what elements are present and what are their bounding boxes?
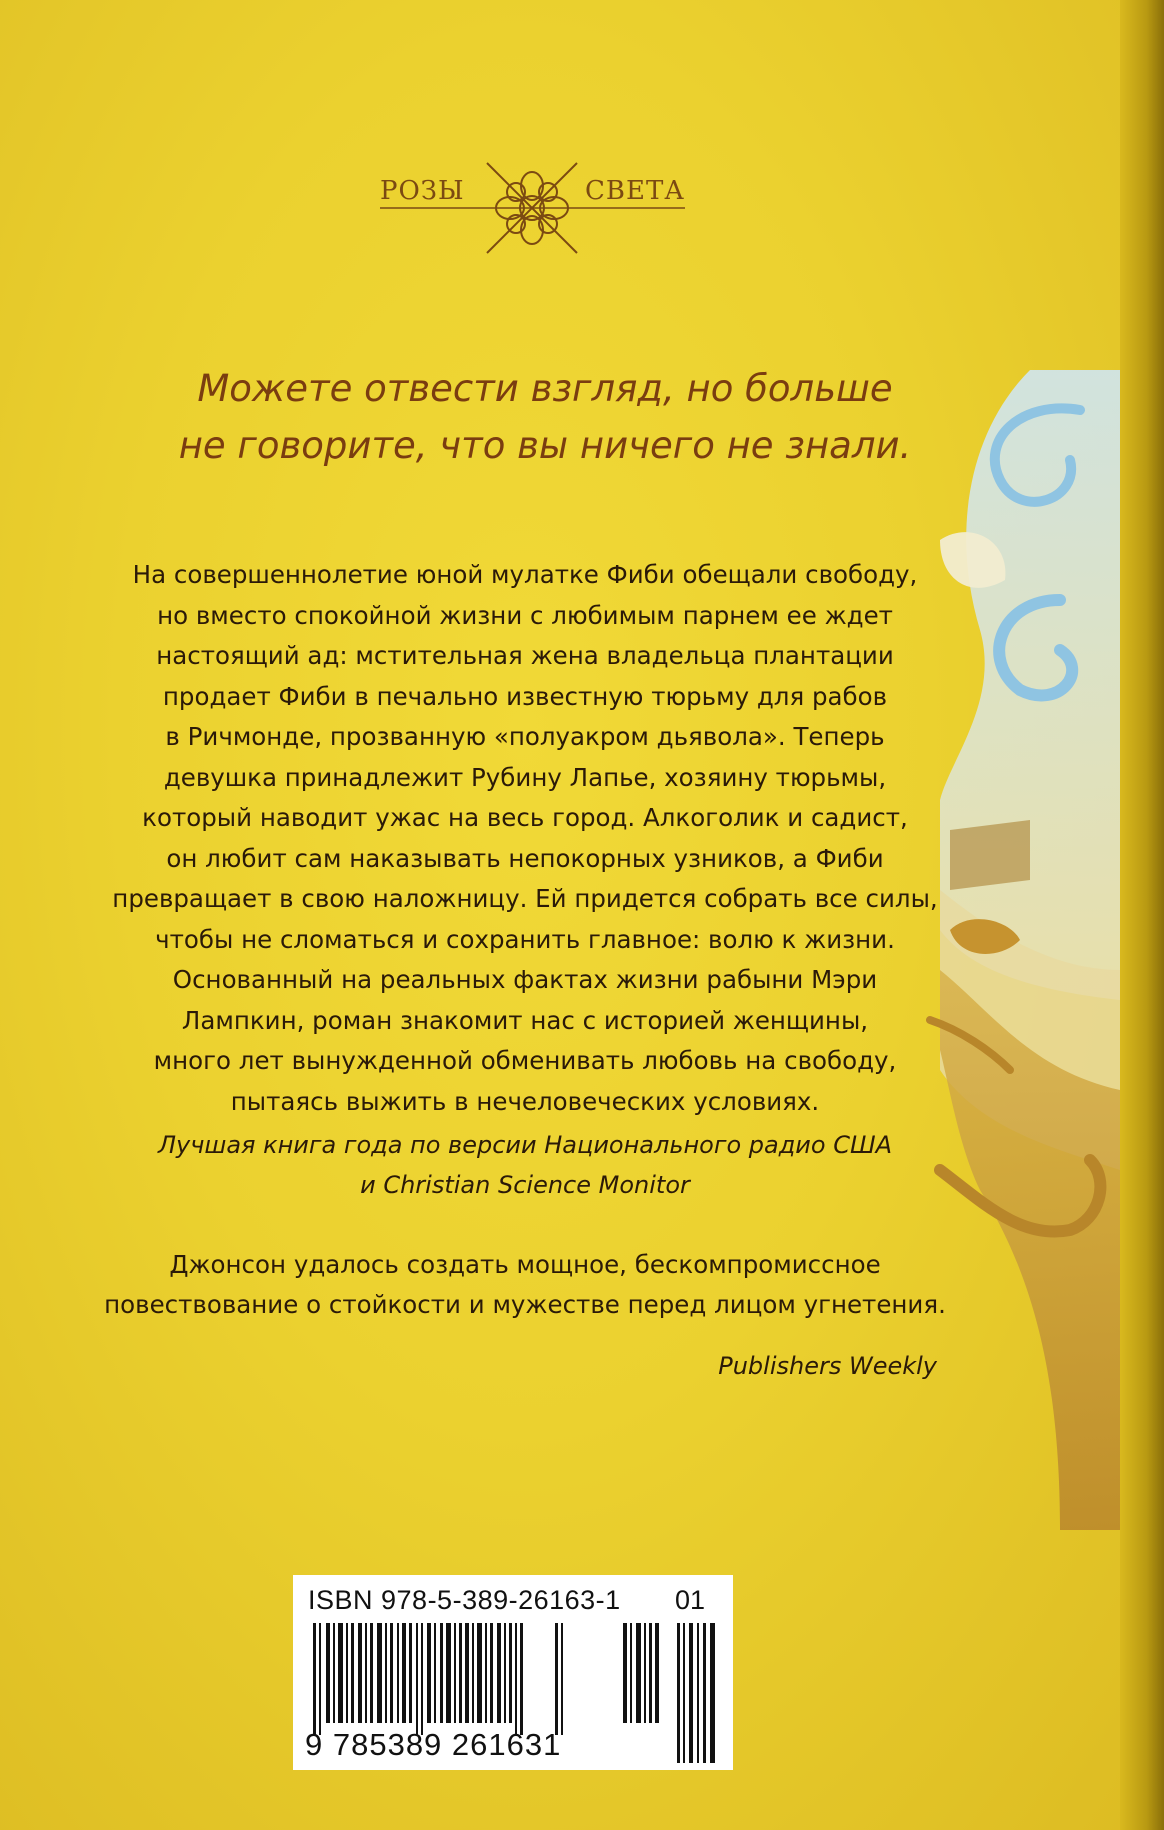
isbn-barcode [293,1575,733,1770]
series-word-right: СВЕТА [584,176,685,206]
series-word-left: РОЗЫ [380,176,465,206]
synopsis-line: в Ричмонде, прозванную «полуакром дьявола». Теперь [165,722,885,751]
synopsis-line: девушка принадлежит Рубину Лапье, хозяину тюрьмы, [163,762,887,792]
synopsis-line: Лампкин, роман знакомит нас с историей женщины, [181,1005,869,1035]
tagline [120,360,970,474]
award-line: и Christian Science Monitor [360,1171,690,1199]
synopsis-line: настоящий ад: мстительная жена владельца плантации [156,641,894,670]
synopsis-line: но вместо спокойной жизни с любимым парнем ее ждет [157,600,893,630]
isbn-addon: 01 [675,1585,706,1615]
synopsis-line: Основанный на реальных фактах жизни рабыни Мэри [172,965,878,994]
synopsis-line: который наводит ужас на весь город. Алкоголик и садист, [142,803,908,832]
synopsis-line: На совершеннолетие юной мулатке Фиби обещали свободу, [132,560,918,589]
barcode-digits: 9 785389 261631 [305,1727,562,1762]
review-line: повествование о стойкости и мужестве перед лицом угнетения. [104,1290,946,1319]
synopsis [100,555,950,1122]
synopsis-line: много лет вынужденной обменивать любовь на свободу, [153,1046,897,1075]
tagline-line: Можете отвести взгляд, но больше [197,367,893,410]
award-line: Лучшая книга года по версии Национального радио США [157,1131,893,1159]
synopsis-line: пытаясь выжить в нечеловеческих условиях. [230,1086,820,1116]
series-logo [380,150,685,260]
review-quote [100,1245,950,1325]
synopsis-line: продает Фиби в печально известную тюрьму для рабов [162,681,888,711]
award-note [100,1125,950,1205]
review-line: Джонсон удалось создать мощное, бескомпромиссное [169,1250,881,1279]
isbn-text: ISBN 978-5-389-26163-1 [308,1585,621,1615]
spine-edge [1120,0,1164,1830]
synopsis-line: он любит сам наказывать непокорных узников, а Фиби [166,843,884,873]
synopsis-line: превращает в свою наложницу. Ей придется собрать все силы, [112,884,938,913]
tagline-line: не говорите, что вы ничего не знали. [178,424,912,467]
review-source: Publishers Weekly [718,1352,937,1380]
synopsis-line: чтобы не сломаться и сохранить главное: волю к жизни. [155,924,895,954]
